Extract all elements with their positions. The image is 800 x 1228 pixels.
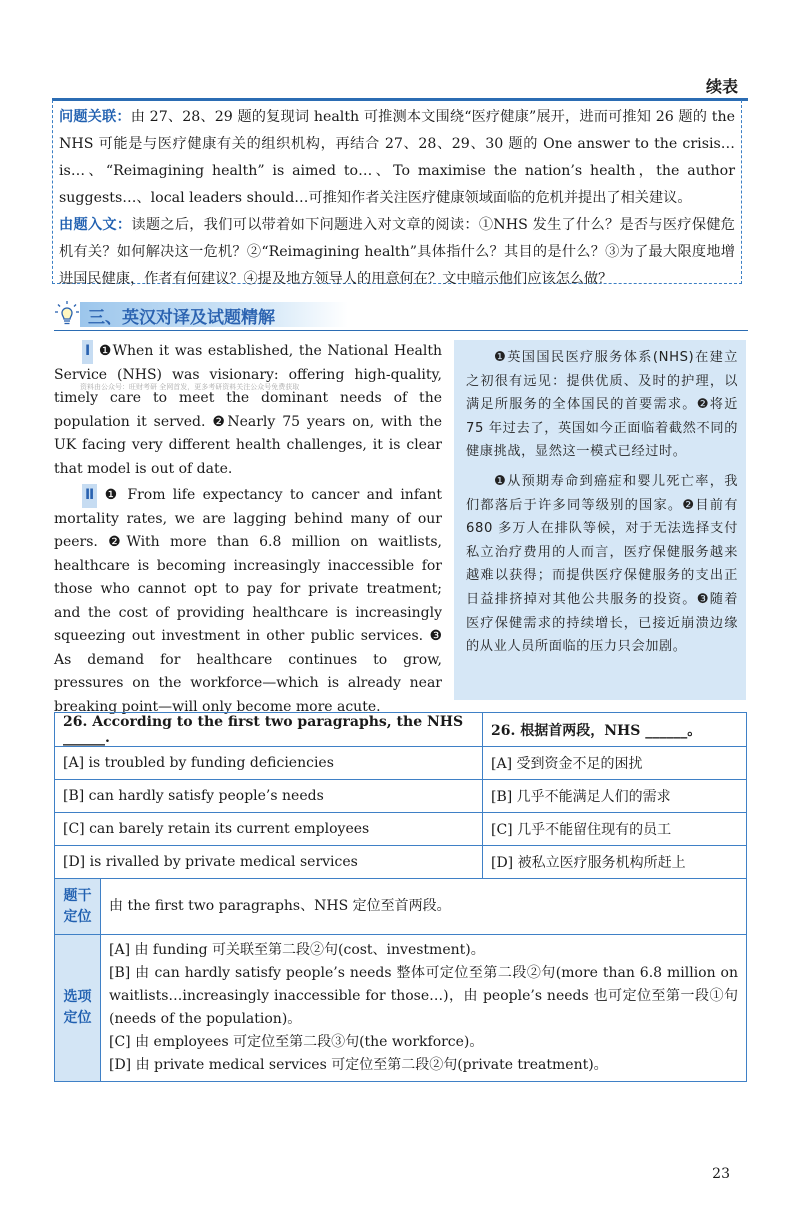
option-c-cn: [C] 几乎不能留住现有的员工 — [483, 813, 747, 846]
continuation-label: 续表 — [705, 77, 738, 96]
option-location-b: [B] 由 can hardly satisfy people’s needs 整体可定位至第二段②句(more than 6.8 million on waitlists…increasingly inaccessible for those…)，由 people’s needs 也可定位至第一段①句(needs of the population)。 — [109, 965, 738, 1027]
watermark: 资料由公众号：旺财考研 全网首发，更多考研资料关注公众号免费获取 — [80, 383, 300, 391]
option-a-cn: [A] 受到资金不足的困扰 — [483, 747, 747, 780]
question-link-paragraph — [59, 104, 735, 212]
section-title: 三、英汉对译及试题精解 — [88, 308, 275, 328]
option-b-cn: [B] 几乎不能满足人们的需求 — [483, 780, 747, 813]
english-paragraph-2-text: ❶ From life expectancy to cancer and infant mortality rates, we are lagging behind many of our peers. ❷With more than 6.8 million on waitlists, healthcare is becoming increasingly inaccessible for those who cannot opt to pay for private treatment; and the cost of providing healthcare is increasingly squeezing out investment in other public services. ❸ As demand for healthcare continues to grow, pressures on the workforce—which is already near breaking point—will only become more acute. — [54, 487, 442, 715]
into-text-lead: 由题入文： — [59, 217, 132, 233]
question-table — [54, 712, 747, 1082]
stem-location-row — [55, 879, 747, 935]
option-location-label: 选项 定位 — [55, 935, 101, 1082]
option-location-a: [A] 由 funding 可关联至第二段②句(cost、investment)。 — [109, 942, 485, 958]
option-d-cn: [D] 被私立医疗服务机构所赶上 — [483, 846, 747, 879]
into-text-paragraph — [59, 212, 735, 293]
option-row-b — [55, 780, 747, 813]
paragraph-marker-2: Ⅱ — [82, 484, 97, 508]
english-paragraph-1-text: ❶When it was established, the National Health Service (NHS) was visionary: offering high-quality, timely care to meet the dominant needs of the population it served. ❷Nearly 75 years on, with the UK facing very different health challenges, it is clear that model is out of date. — [54, 343, 442, 477]
intro-box — [52, 100, 742, 287]
section-rule — [54, 330, 748, 331]
option-c-en: [C] can barely retain its current employees — [55, 813, 483, 846]
english-passage — [54, 340, 442, 719]
into-text-text: 读题之后，我们可以带着如下问题进入对文章的阅读：①NHS 发生了什么？是否与医疗保健危机有关？如何解决这一危机？②“Reimagining health”具体指什么？其目的是什么？③为了最大限度地增进国民健康，作者有何建议？④提及地方领导人的用意何在？文中暗示他们应该怎么做？ — [59, 217, 735, 287]
paragraph-marker-1: Ⅰ — [82, 340, 93, 364]
chinese-paragraph-2: ❶从预期寿命到癌症和婴儿死亡率，我们都落后于许多同等级别的国家。❷目前有 680 多万人在排队等候，对于无法选择支付私立治疗费用的人而言，医疗保健服务越来越难以获得；而提供医疗保健服务的支出正日益排挤掉对其他公共服务的投资。❸随着医疗保健需求的持续增长，已接近崩溃边缘的从业人员所面临的压力只会加剧。 — [466, 473, 738, 655]
option-a-en: [A] is troubled by funding deficiencies — [55, 747, 483, 780]
option-row-d — [55, 846, 747, 879]
chinese-paragraph-1: ❶英国国民医疗服务体系(NHS)在建立之初很有远见：提供优质、及时的护理，以满足所服务的全体国民的首要需求。❷将近 75 年过去了，英国如今正面临着截然不同的健康挑战，显然这一模式已经过时。 — [466, 350, 738, 460]
option-location-text — [101, 935, 747, 1082]
question-stem-en: 26. According to the first two paragraphs, the NHS ______. — [55, 713, 483, 747]
question-link-lead: 问题关联： — [59, 109, 131, 125]
question-link-text: 由 27、28、29 题的复现词 health 可推测本文围绕“医疗健康”展开，进而可推知 26 题的 the NHS 可能是与医疗健康有关的组织机构，再结合 27、28、29、30 题的 One answer to the crisis…is…、“Reimagining health” is aimed to…、To maximise the nation’s health，the author suggests…、local leaders should…可推知作者关注医疗健康领域面临的危机并提出了相关建议。 — [59, 109, 735, 206]
stem-location-text: 由 the first two paragraphs、NHS 定位至首两段。 — [101, 879, 747, 935]
stem-location-label: 题干 定位 — [55, 879, 101, 935]
option-location-d: [D] 由 private medical services 可定位至第二段②句(private treatment)。 — [109, 1057, 608, 1073]
english-paragraph-1 — [54, 340, 442, 481]
chinese-translation-panel — [454, 340, 746, 700]
page-number: 23 — [712, 1166, 730, 1182]
option-row-a — [55, 747, 747, 780]
question-stem-cn: 26. 根据首两段，NHS ______。 — [483, 713, 747, 747]
english-paragraph-2 — [54, 484, 442, 719]
option-location-row — [55, 935, 747, 1082]
option-b-en: [B] can hardly satisfy people’s needs — [55, 780, 483, 813]
option-row-c — [55, 813, 747, 846]
option-location-c: [C] 由 employees 可定位至第二段③句(the workforce)。 — [109, 1034, 484, 1050]
option-d-en: [D] is rivalled by private medical services — [55, 846, 483, 879]
lightbulb-icon — [54, 300, 80, 328]
question-stem-row — [55, 713, 747, 747]
